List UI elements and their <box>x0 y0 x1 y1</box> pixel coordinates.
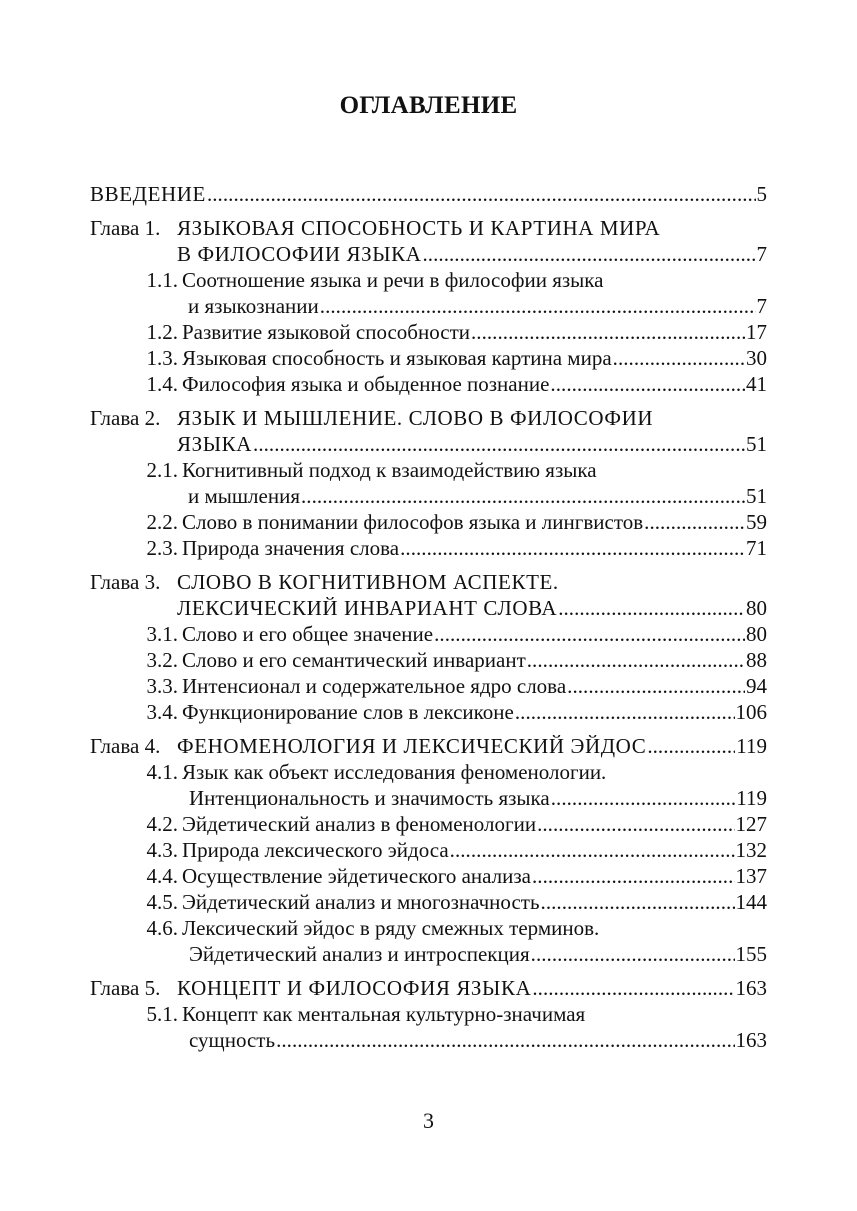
toc-section-5-1[interactable] <box>90 1001 767 1053</box>
section-title: Когнитивный подход к взаимодействию языка <box>182 458 597 482</box>
toc-section-4-1[interactable] <box>90 759 767 811</box>
leader-dots <box>423 241 756 267</box>
leader-dots <box>532 863 735 889</box>
section-title-cont: Интенциональность и значимость языка <box>189 786 550 810</box>
section-title-cont: и языкознании <box>188 294 319 318</box>
section-number: 4.6. <box>146 916 178 940</box>
toc-section-4-2[interactable] <box>90 811 767 837</box>
toc-section-3-2[interactable] <box>90 647 767 673</box>
leader-dots <box>531 941 735 967</box>
section-title: Концепт как ментальная культурно-значимая <box>182 1002 586 1026</box>
chapter-title: ЯЗЫКОВАЯ СПОСОБНОСТЬ И КАРТИНА МИРА <box>177 216 661 240</box>
section-number: 4.3. <box>146 838 178 862</box>
toc-section-4-6[interactable] <box>90 915 767 967</box>
section-title: Функционирование слов в лексиконе <box>182 700 514 724</box>
section-title: Природа значения слова <box>182 536 400 560</box>
page-ref: 5 <box>756 182 767 206</box>
leader-dots <box>550 371 745 397</box>
page-ref: 163 <box>735 976 767 1000</box>
leader-dots <box>320 293 756 319</box>
page-ref: 80 <box>746 622 767 646</box>
page-ref: 88 <box>746 648 767 672</box>
toc-section-1-3[interactable] <box>90 345 767 371</box>
toc-chapter-5[interactable] <box>90 975 767 1001</box>
section-number: 3.2. <box>146 648 178 672</box>
leader-dots <box>253 431 745 457</box>
page-ref: 51 <box>746 484 767 508</box>
page-ref: 119 <box>736 734 767 758</box>
table-of-contents <box>90 181 767 1053</box>
toc-entry-intro[interactable] <box>90 181 767 207</box>
page-ref: 94 <box>746 674 767 698</box>
toc-label: ВВЕДЕНИЕ <box>90 182 206 206</box>
toc-section-4-4[interactable] <box>90 863 767 889</box>
page-ref: 17 <box>746 320 767 344</box>
toc-section-1-4[interactable] <box>90 371 767 397</box>
page-ref: 119 <box>736 786 767 810</box>
section-title: Соотношение языка и речи в философии языка <box>182 268 604 292</box>
section-title: Лексический эйдос в ряду смежных терминов. <box>182 916 600 940</box>
page-ref: 144 <box>735 890 767 914</box>
leader-dots <box>532 975 734 1001</box>
section-number: 4.4. <box>146 864 178 888</box>
page-title: ОГЛАВЛЕНИЕ <box>339 92 518 119</box>
chapter-title: ЯЗЫК И МЫШЛЕНИЕ. СЛОВО В ФИЛОСОФИИ <box>177 406 654 430</box>
section-number: 2.3. <box>146 536 178 560</box>
leader-dots <box>647 733 735 759</box>
toc-chapter-2[interactable] <box>90 405 767 457</box>
section-number: 2.1. <box>146 458 178 482</box>
section-title-cont: и мышления <box>188 484 300 508</box>
page-ref: 106 <box>735 700 767 724</box>
chapter-title-cont: ЛЕКСИЧЕСКИЙ ИНВАРИАНТ СЛОВА <box>177 596 558 620</box>
page-ref: 59 <box>746 510 767 534</box>
page-ref: 163 <box>735 1028 767 1052</box>
leader-dots <box>644 509 745 535</box>
section-number: 4.1. <box>146 760 178 784</box>
page-ref: 132 <box>735 838 767 862</box>
section-number: 4.5. <box>146 890 178 914</box>
section-title-cont: сущность <box>189 1028 276 1052</box>
page-ref: 30 <box>746 346 767 370</box>
leader-dots <box>207 181 756 207</box>
section-title: Природа лексического эйдоса <box>182 838 449 862</box>
section-number: 1.2. <box>146 320 178 344</box>
section-number: 1.3. <box>146 346 178 370</box>
section-title: Эйдетический анализ в феноменологии <box>182 812 537 836</box>
section-title: Осуществление эйдетического анализа <box>182 864 531 888</box>
toc-chapter-4[interactable] <box>90 733 767 759</box>
section-title: Философия языка и обыденное познание <box>182 372 550 396</box>
section-number: 3.3. <box>146 674 178 698</box>
chapter-number: Глава 5. <box>90 976 161 1000</box>
section-number: 1.1. <box>146 268 178 292</box>
toc-chapter-3[interactable] <box>90 569 767 621</box>
section-number: 3.1. <box>146 622 178 646</box>
leader-dots <box>276 1027 734 1053</box>
chapter-number: Глава 3. <box>90 570 161 594</box>
section-number: 4.2. <box>146 812 178 836</box>
chapter-title-cont: ЯЗЫКА <box>177 432 253 456</box>
section-number: 5.1. <box>146 1002 178 1026</box>
section-number: 3.4. <box>146 700 178 724</box>
page-ref: 71 <box>746 536 767 560</box>
leader-dots <box>567 673 745 699</box>
toc-chapter-1[interactable] <box>90 215 767 267</box>
section-title: Эйдетический анализ и многозначность <box>182 890 540 914</box>
page-ref: 127 <box>735 812 767 836</box>
leader-dots <box>551 785 736 811</box>
section-title-cont: Эйдетический анализ и интроспекция <box>189 942 530 966</box>
toc-section-1-2[interactable] <box>90 319 767 345</box>
section-number: 2.2. <box>146 510 178 534</box>
leader-dots <box>558 595 745 621</box>
leader-dots <box>515 699 735 725</box>
chapter-title: КОНЦЕПТ И ФИЛОСОФИЯ ЯЗЫКА <box>177 976 532 1000</box>
chapter-number: Глава 1. <box>90 216 161 240</box>
toc-section-4-3[interactable] <box>90 837 767 863</box>
section-title: Слово и его общее значение <box>182 622 434 646</box>
toc-section-3-4[interactable] <box>90 699 767 725</box>
chapter-title: СЛОВО В КОГНИТИВНОМ АСПЕКТЕ. <box>177 570 559 594</box>
chapter-number: Глава 2. <box>90 406 161 430</box>
chapter-number: Глава 4. <box>90 734 161 758</box>
leader-dots <box>527 647 745 673</box>
toc-section-2-2[interactable] <box>90 509 767 535</box>
toc-section-3-3[interactable] <box>90 673 767 699</box>
toc-section-2-1[interactable] <box>90 457 767 509</box>
leader-dots <box>471 319 745 345</box>
leader-dots <box>613 345 745 371</box>
page-ref: 155 <box>735 942 767 966</box>
page-ref: 51 <box>746 432 767 456</box>
toc-section-3-1[interactable] <box>90 621 767 647</box>
section-title: Развитие языковой способности <box>182 320 470 344</box>
toc-section-1-1[interactable] <box>90 267 767 319</box>
chapter-title-cont: В ФИЛОСОФИИ ЯЗЫКА <box>177 242 422 266</box>
leader-dots <box>400 535 745 561</box>
leader-dots <box>434 621 745 647</box>
section-title: Языковая способность и языковая картина мира <box>182 346 612 370</box>
section-title: Слово и его семантический инвариант <box>182 648 526 672</box>
page-ref: 41 <box>746 372 767 396</box>
page-ref: 7 <box>756 242 767 266</box>
leader-dots <box>450 837 735 863</box>
toc-section-2-3[interactable] <box>90 535 767 561</box>
section-title: Интенсионал и содержательное ядро слова <box>182 674 567 698</box>
page-number: 3 <box>423 1108 434 1133</box>
toc-section-4-5[interactable] <box>90 889 767 915</box>
section-title: Язык как объект исследования феноменологии. <box>182 760 607 784</box>
leader-dots <box>541 889 735 915</box>
section-title: Слово в понимании философов языка и лингвистов <box>182 510 644 534</box>
leader-dots <box>537 811 734 837</box>
page-ref: 137 <box>735 864 767 888</box>
section-number: 1.4. <box>146 372 178 396</box>
leader-dots <box>301 483 745 509</box>
page-ref: 80 <box>746 596 767 620</box>
page-ref: 7 <box>756 294 767 318</box>
chapter-title: ФЕНОМЕНОЛОГИЯ И ЛЕКСИЧЕСКИЙ ЭЙДОС <box>177 734 647 758</box>
